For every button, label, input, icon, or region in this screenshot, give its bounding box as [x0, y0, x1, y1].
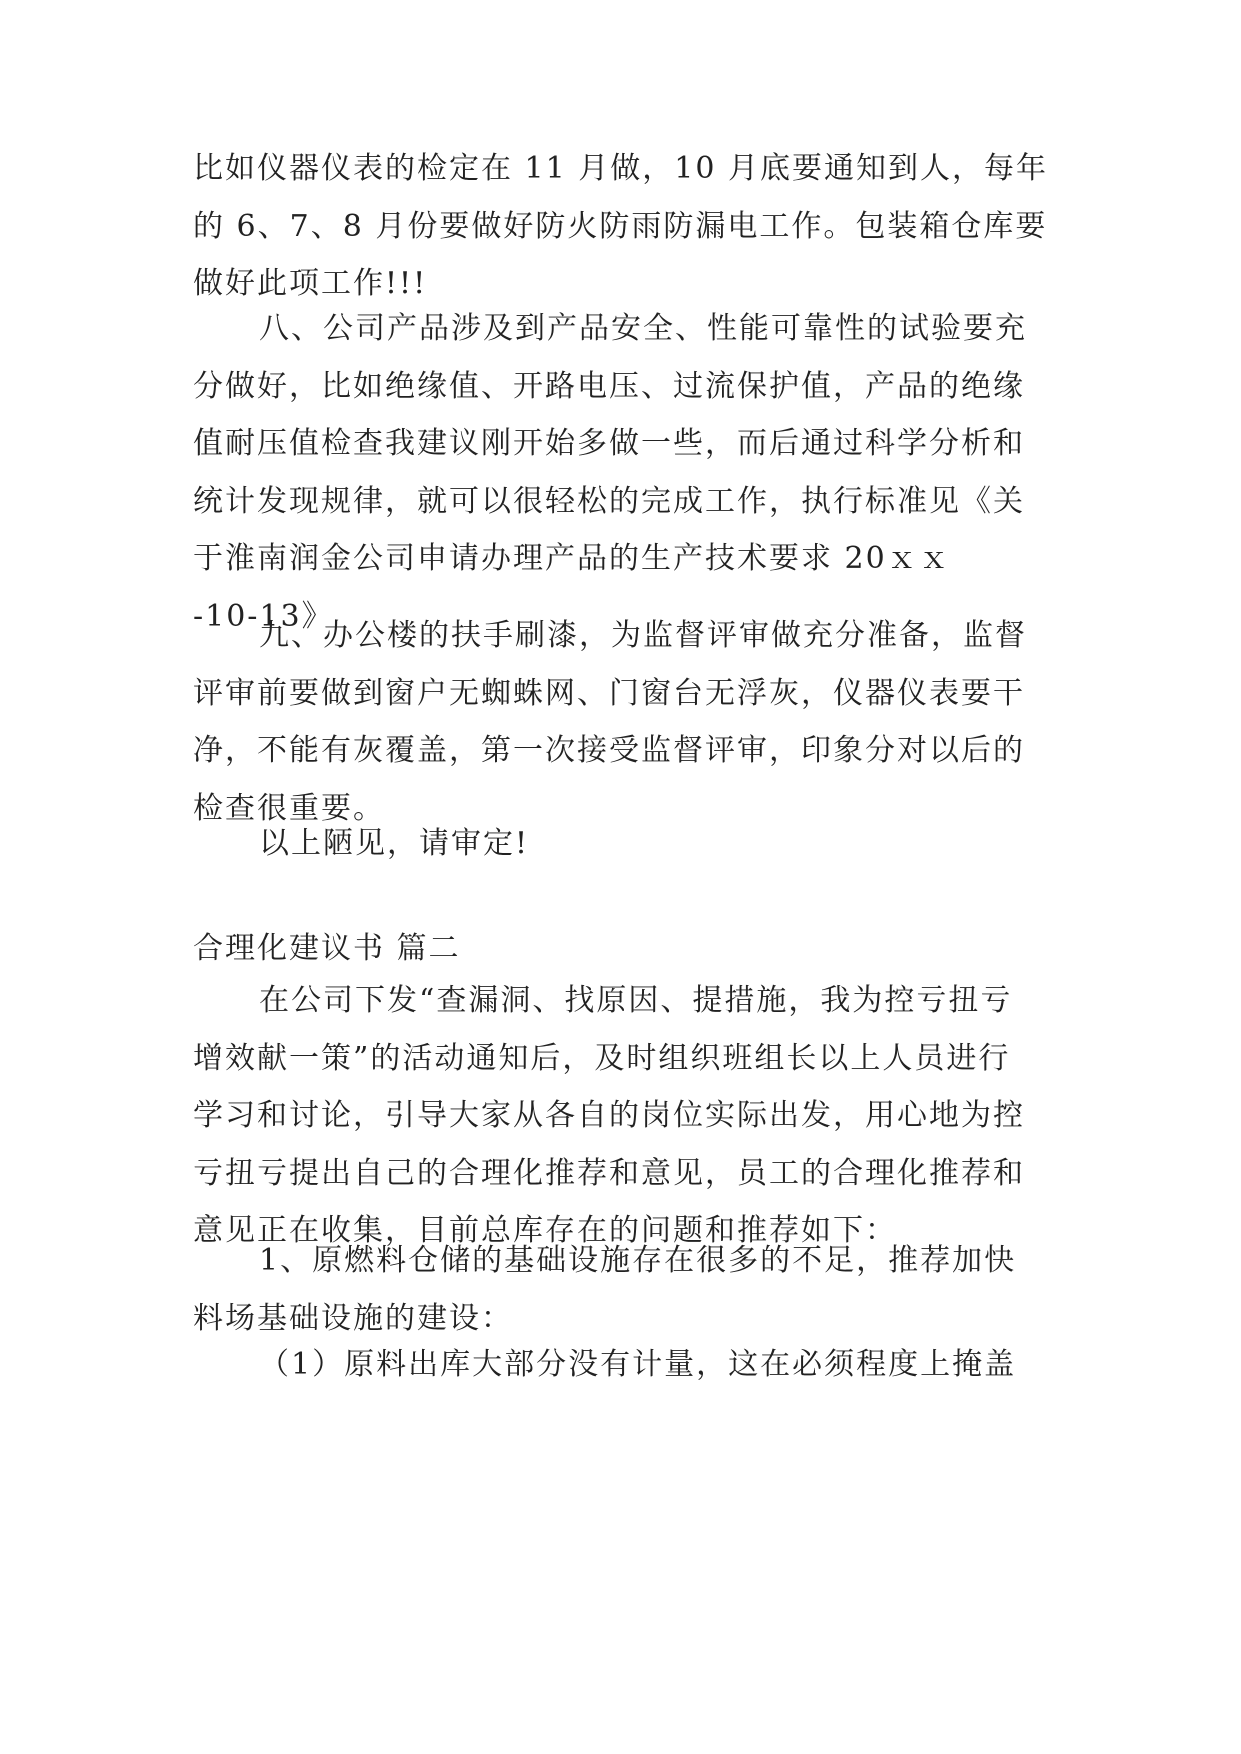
text-line: 学习和讨论，引导大家从各自的岗位实际出发，用心地为控 — [193, 1098, 1025, 1133]
paragraph-item-nine — [193, 607, 1055, 837]
paragraph-closing — [193, 815, 1055, 873]
text-line: 值耐压值检查我建议刚开始多做一些，而后通过科学分析和 — [193, 426, 1025, 461]
text-line: 比如仪器仪表的检定在 11 月做，10 月底要通知到人，每年 — [193, 151, 1048, 186]
paragraph-item-one — [193, 1232, 1055, 1347]
text-line: 料场基础设施的建设： — [193, 1300, 513, 1336]
text-line: 以上陋见，请审定! — [259, 826, 530, 861]
paragraph-subitem-one — [193, 1336, 1055, 1394]
text-line: 检查很重要。 — [193, 790, 385, 826]
text-line: 八、公司产品涉及到产品安全、性能可靠性的试验要充 — [259, 311, 1027, 346]
text-line: （1）原料出库大部分没有计量，这在必须程度上掩盖 — [259, 1347, 1017, 1382]
text-line: 做好此项工作!!! — [193, 266, 428, 301]
heading-text: 合理化建议书 篇二 — [193, 931, 461, 966]
text-line: 统计发现规律，就可以很轻松的完成工作，执行标准见《关 — [193, 483, 1025, 519]
text-line: 在公司下发“查漏洞、找原因、提措施，我为控亏扭亏 — [259, 983, 1013, 1018]
text-line: 九、办公楼的扶手刷漆，为监督评审做充分准备，监督 — [259, 618, 1027, 653]
text-line: 意见正在收集，目前总库存在的问题和推荐如下： — [193, 1213, 897, 1248]
text-line: 评审前要做到窗户无蜘蛛网、门窗台无浮灰，仪器仪表要干 — [193, 675, 1025, 711]
paragraph-continuation — [193, 140, 1055, 313]
text-line: 分做好，比如绝缘值、开路电压、过流保护值，产品的绝缘 — [193, 368, 1025, 404]
text-line: 净，不能有灰覆盖，第一次接受监督评审，印象分对以后的 — [193, 733, 1025, 768]
text-line: 的 6、7、8 月份要做好防火防雨防漏电工作。包装箱仓库要 — [193, 208, 1048, 244]
text-line: -10-13》 — [193, 598, 334, 634]
text-line: 1、原燃料仓储的基础设施存在很多的不足，推荐加快 — [259, 1243, 1017, 1278]
paragraph-intro — [193, 972, 1055, 1260]
paragraph-item-eight — [193, 300, 1055, 645]
section-heading — [193, 920, 1055, 978]
text-line: 亏扭亏提出自己的合理化推荐和意见，员工的合理化推荐和 — [193, 1155, 1025, 1191]
text-line: 增效献一策”的活动通知后，及时组织班组长以上人员进行 — [193, 1040, 1011, 1076]
text-line: 于淮南润金公司申请办理产品的生产技术要求 20ｘｘ — [193, 541, 951, 576]
